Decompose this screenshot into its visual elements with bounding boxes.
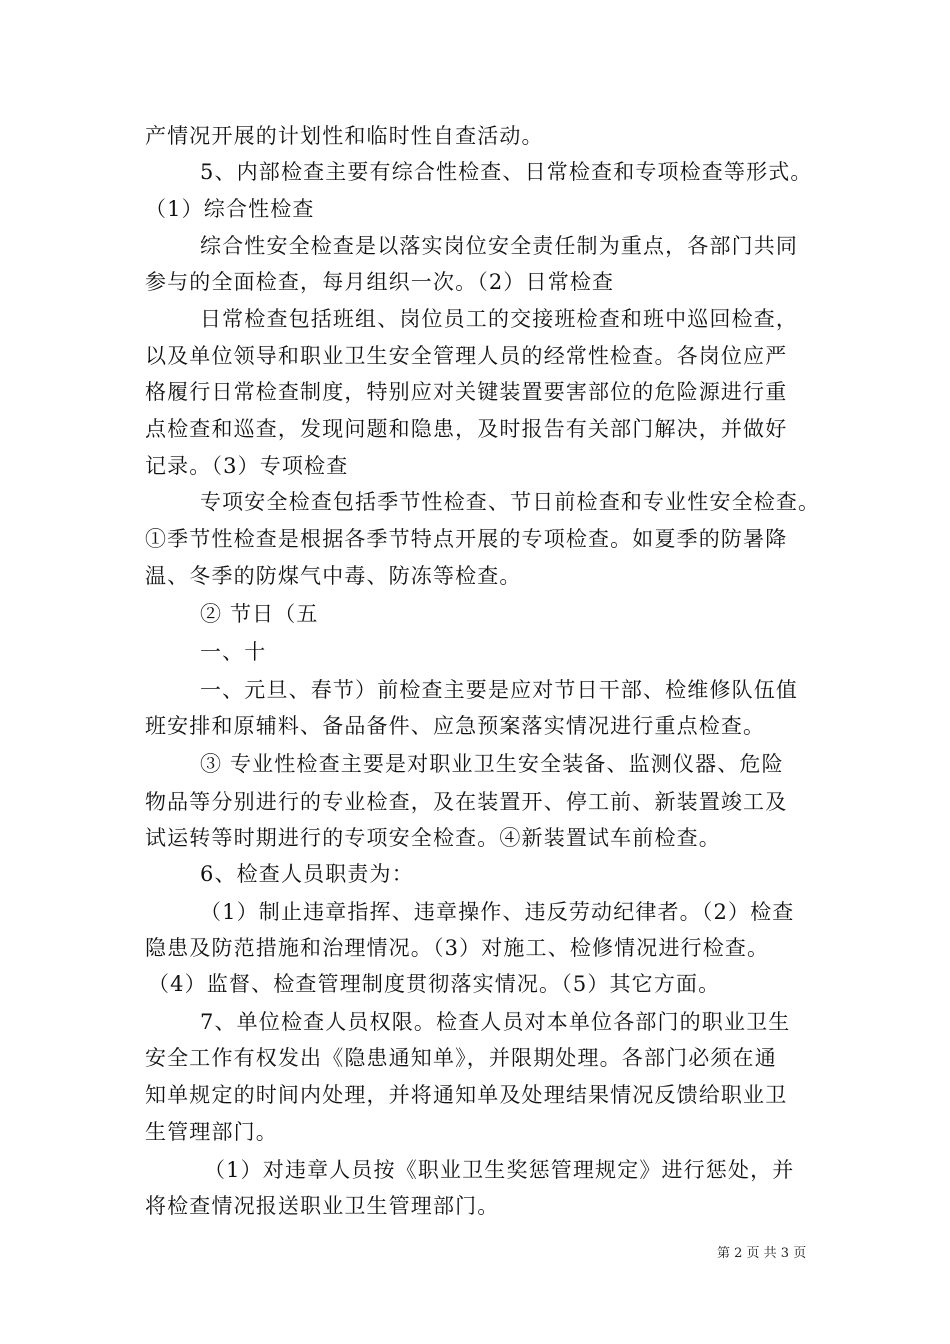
paragraph-line: 日常检查包括班组、岗位员工的交接班检查和班中巡回检查， bbox=[200, 307, 799, 331]
paragraph-line: 安全工作有权发出《隐患通知单》，并限期处理。各部门必须在通 bbox=[145, 1046, 777, 1070]
paragraph-line: 知单规定的时间内处理，并将通知单及处理结果情况反馈给职业卫 bbox=[145, 1083, 788, 1107]
paragraph-line: 班安排和原辅料、备品备件、应急预案落实情况进行重点检查。 bbox=[145, 714, 766, 738]
paragraph-line: （1）制止违章指挥、违章操作、违反劳动纪律者。（2）检查 bbox=[200, 900, 795, 924]
paragraph-line: 点检查和巡查，发现问题和隐患，及时报告有关部门解决，并做好 bbox=[145, 417, 788, 441]
paragraph-line: 一、元旦、春节）前检查主要是应对节日干部、检维修队伍值 bbox=[200, 678, 799, 702]
paragraph-line: 6、检查人员职责为： bbox=[200, 862, 414, 886]
paragraph-line: （4）监督、检查管理制度贯彻落实情况。（5）其它方面。 bbox=[148, 972, 721, 996]
paragraph-line: （1）对违章人员按《职业卫生奖惩管理规定》进行惩处，并 bbox=[204, 1158, 795, 1182]
paragraph-line: 将检查情况报送职业卫生管理部门。 bbox=[145, 1194, 500, 1218]
paragraph-line: 5、内部检查主要有综合性检查、日常检查和专项检查等形式。 bbox=[200, 160, 813, 184]
paragraph-line: ③ 专业性检查主要是对职业卫生安全装备、监测仪器、危险 bbox=[200, 752, 784, 776]
paragraph-line: 格履行日常检查制度，特别应对关键装置要害部位的危险源进行重 bbox=[145, 380, 788, 404]
page-number: 第 2 页 共 3 页 bbox=[717, 1246, 807, 1261]
paragraph-line: 一、十 bbox=[200, 640, 267, 664]
paragraph-line: 7、单位检查人员权限。检查人员对本单位各部门的职业卫生 bbox=[200, 1010, 791, 1034]
section-heading: （1）综合性检查 bbox=[145, 197, 315, 221]
paragraph-line: 以及单位领导和职业卫生安全管理人员的经常性检查。各岗位应严 bbox=[145, 344, 788, 368]
paragraph-line: 温、冬季的防煤气中毒、防冻等检查。 bbox=[145, 564, 522, 588]
paragraph-line: 记录。（3）专项检查 bbox=[145, 454, 349, 478]
paragraph-line: ② 节日（五 bbox=[200, 602, 319, 626]
paragraph-line: 隐患及防范措施和治理情况。（3）对施工、检修情况进行检查。 bbox=[145, 936, 770, 960]
paragraph-line: 专项安全检查包括季节性检查、节日前检查和专业性安全检查。 bbox=[200, 490, 821, 514]
paragraph-line: ①季节性检查是根据各季节特点开展的专项检查。如夏季的防暑降 bbox=[145, 527, 788, 551]
paragraph-line: 物品等分别进行的专业检查，及在装置开、停工前、新装置竣工及 bbox=[145, 790, 788, 814]
paragraph-line: 参与的全面检查，每月组织一次。（2）日常检查 bbox=[145, 270, 615, 294]
paragraph-line: 生管理部门。 bbox=[145, 1120, 278, 1144]
paragraph-line: 试运转等时期进行的专项安全检查。④新装置试车前检查。 bbox=[145, 826, 721, 850]
paragraph-line: 产情况开展的计划性和临时性自查活动。 bbox=[145, 124, 544, 148]
paragraph-line: 综合性安全检查是以落实岗位安全责任制为重点，各部门共同 bbox=[200, 234, 799, 258]
